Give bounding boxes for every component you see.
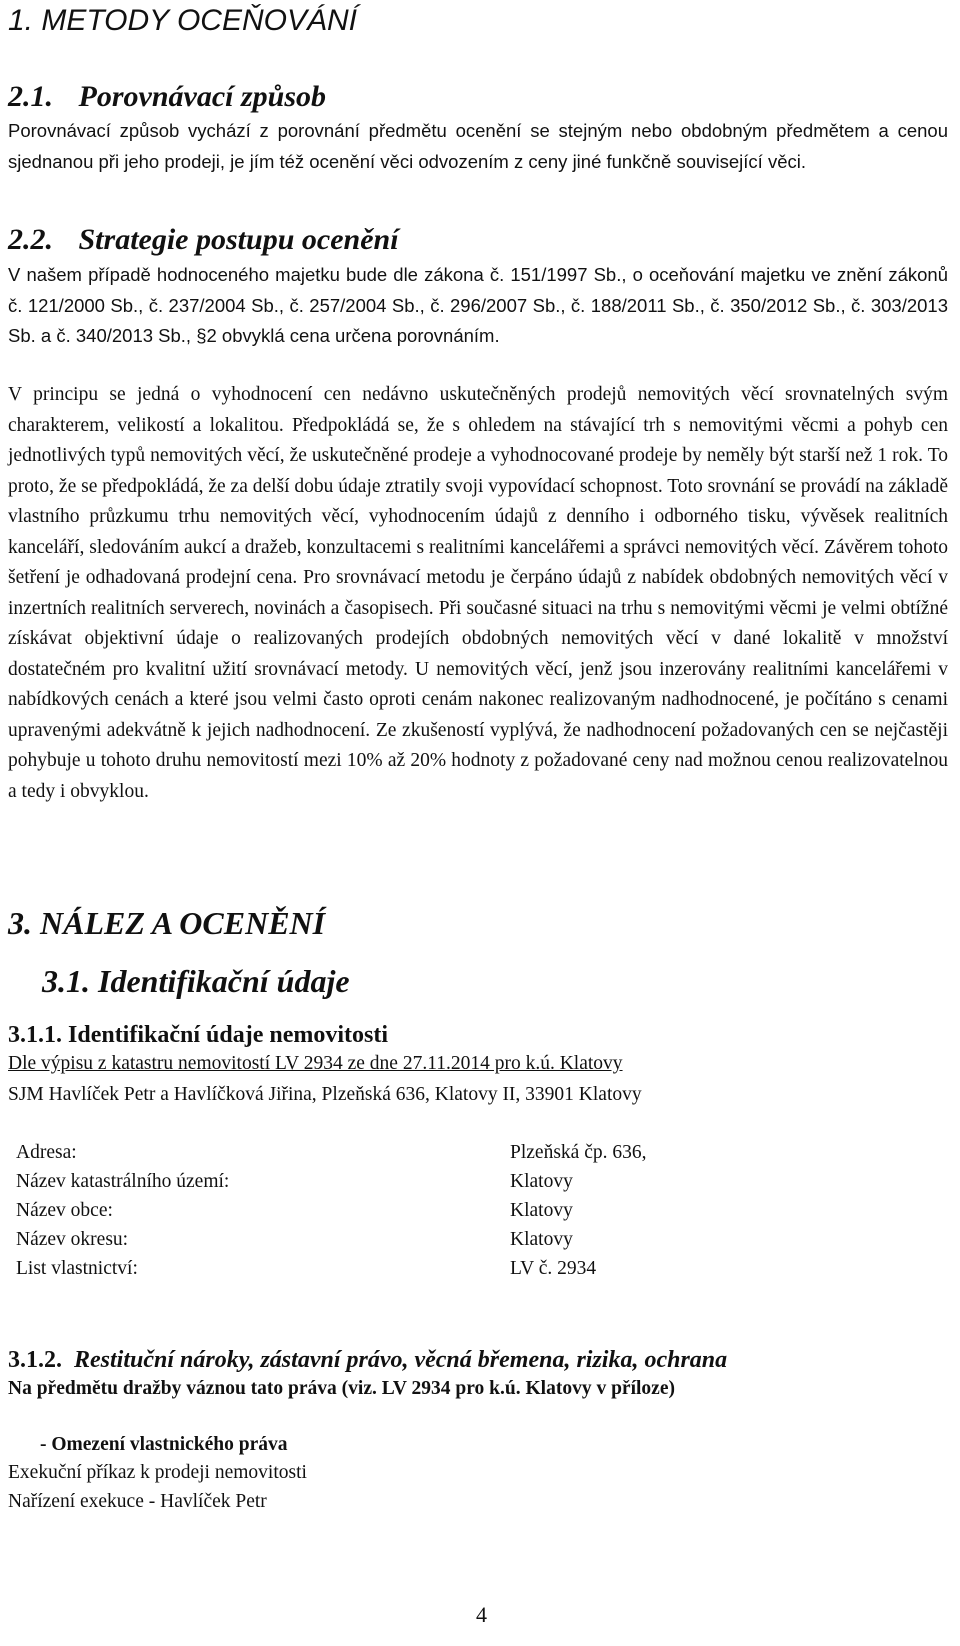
page-number: 4 [476, 1602, 487, 1627]
value-municipality: Klatovy [510, 1200, 573, 1221]
value-cadastral-area: Klatovy [510, 1171, 573, 1192]
encumbrance-statement: Na předmětu dražby váznou tato práva (viz. LV 2934 pro k.ú. Klatovy v příloze) [8, 1378, 675, 1399]
heading-methods: 1. METODY OCEŇOVÁNÍ [8, 4, 357, 37]
heading-2-1-title: Porovnávací způsob [78, 80, 326, 113]
heading-restitution [8, 1347, 727, 1374]
label-ownership-sheet: List vlastnictví: [16, 1258, 138, 1279]
paragraph-comparative-method: Porovnávací způsob vychází z porovnání předmětu ocenění se stejným nebo obdobným předmětem a cenou sjednanou při jeho prodeji, je jím též ocenění věci odvozením z ceny jiné funkčně související věci. [8, 120, 948, 172]
heading-2-2 [8, 223, 399, 257]
label-cadastral-area: Název katastrálního území: [16, 1171, 230, 1192]
execution-order-line: Exekuční příkaz k prodeji nemovitosti [8, 1462, 307, 1483]
heading-2-2-number: 2.2. [8, 223, 53, 256]
heading-restitution-title: Restituční nároky, zástavní právo, věcná břemena, rizika, ochrana [74, 1347, 728, 1373]
heading-identification: 3.1. Identifikační údaje [42, 963, 350, 999]
value-district: Klatovy [510, 1229, 573, 1250]
label-address: Adresa: [16, 1142, 77, 1163]
label-district: Název okresu: [16, 1229, 129, 1250]
bullet-ownership-restriction: - Omezení vlastnického práva [40, 1434, 288, 1455]
heading-findings: 3. NÁLEZ A OCENĚNÍ [8, 905, 326, 941]
value-ownership-sheet: LV č. 2934 [510, 1258, 597, 1279]
label-municipality: Název obce: [16, 1200, 113, 1221]
heading-restitution-number: 3.1.2. [8, 1347, 62, 1373]
heading-2-1-number: 2.1. [8, 80, 53, 113]
heading-2-1 [8, 80, 326, 114]
owner-line: SJM Havlíček Petr a Havlíčková Jiřina, Plzeňská 636, Klatovy II, 33901 Klatovy [8, 1084, 642, 1105]
paragraph-strategy-law: V našem případě hodnoceného majetku bude dle zákona č. 151/1997 Sb., o oceňování majetku ve znění zákonů č. 121/2000 Sb., č. 237/2004 Sb., č. 257/2004 Sb., č. 296/2007 Sb., č. 188/2011 Sb., č. 350/2012 Sb., č. 303/2013 Sb. a č. 340/2013 Sb., §2 obvyklá cena určena porovnáním. [8, 264, 948, 346]
heading-property-identification: 3.1.1. Identifikační údaje nemovitosti [8, 1022, 389, 1048]
cadastre-source-line: Dle výpisu z katastru nemovitostí LV 2934 ze dne 27.11.2014 pro k.ú. Klatovy [8, 1053, 623, 1074]
heading-2-2-title: Strategie postupu ocenění [78, 223, 399, 256]
execution-decree-line: Nařízení exekuce - Havlíček Petr [8, 1491, 267, 1512]
paragraph-strategy-principle: V principu se jedná o vyhodnocení cen nedávno uskutečněných prodejů nemovitých věcí srovnatelných svým charakterem, velikostí a lokalitou. Předpokládá se, že s ohledem na stávající trh s nemovitými věcmi a pohyb cen jednotlivých typů nemovitých věcí, že uskutečněné prodeje a vyhodnocované prodeje by neměly být starší než 1 rok. To proto, že se předpokládá, že za delší dobu údaje ztratily svoji vypovídací schopnost. Toto srovnání se provádí na základě vlastního průzkumu trhu nemovitých věcí, vyhodnocením údajů z denního i odborného tisku, vývěsek realitních kanceláří, sledováním aukcí a dražeb, konzultacemi s realitními kancelářemi a správci nemovitých věcí. Závěrem tohoto šetření je odhadovaná prodejní cena. Pro srovnávací metodu je čerpáno údajů z nabídek obdobných nemovitých věcí v inzertních realitních serverech, novinách a časopisech. Při současné situaci na trhu s nemovitými věcmi je velmi obtížné získávat objektivní údaje o realizovaných prodejích obdobných nemovitých věcí v dané lokalitě v množství dostatečném pro kvalitní užití srovnávací metody. U nemovitých věcí, jenž jsou inzerovány realitními kancelářemi v nabídkových cenách a které jsou velmi často oproti cenám nakonec realizovaným nadhodnocené, je počítáno s cenami upravenými adekvátně k jejich nadhodnocení. Ze zkušeností vyplývá, že nadhodnocení požadovaných cen se nejčastěji pohybuje u tohoto druhu nemovitostí mezi 10% až 20% hodnoty z požadované ceny nad možnou cenou realizovatelnou a tedy i obvyklou. [8, 384, 948, 802]
value-address: Plzeňská čp. 636, [510, 1142, 647, 1163]
